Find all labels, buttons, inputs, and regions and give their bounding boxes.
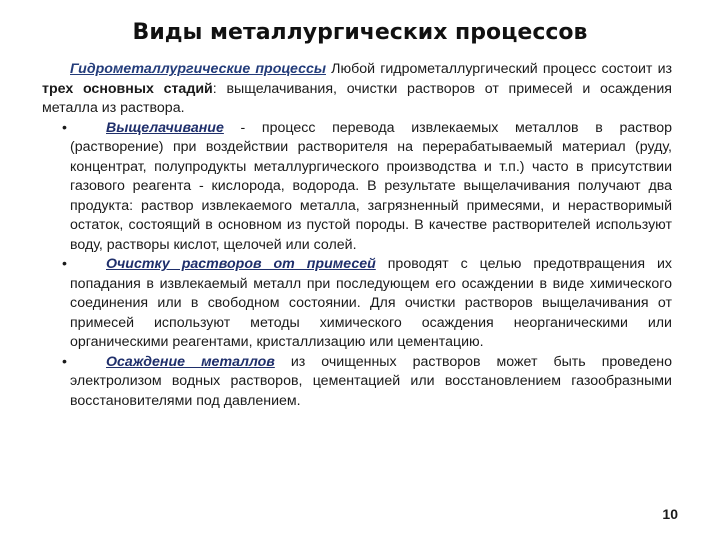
bullet-item-precipitation <box>42 353 672 412</box>
bullet-text: из очищенных растворов может быть проведено электролизом водных растворов, цементацией или восстановлением газообразными восстановителями под давлением. <box>70 353 673 409</box>
bullet-text: - процесс перевода извлекаемых металлов в раствор (растворение) при воздействии растворителя на перерабатываемый материал (руду, концентрат, полупродукты металлургического производства и т.п.) часто в присутствии газового реагента - кислорода, водорода. В результате выщелачивания получают два продукта: раствор извлекаемого металла, загрязненный примесями, и нерастворимый остаток, состоящий в основном из пустой породы. В качестве растворителей используют воду, растворы кислот, щелочей или солей. <box>70 119 672 253</box>
slide-title: Виды металлургических процессов <box>132 20 588 45</box>
bullet-item-purification <box>42 255 672 353</box>
bullet-paragraph <box>70 353 672 412</box>
bullet-term: Очистку растворов от примесей <box>106 256 376 272</box>
intro-paragraph <box>42 60 672 119</box>
bullet-marker: • <box>62 256 67 272</box>
bullet-paragraph <box>70 255 672 353</box>
bullet-marker: • <box>62 119 67 136</box>
intro-term: Гидрометаллургические процессы <box>70 61 326 77</box>
slide-body <box>42 60 672 411</box>
bullet-term: Выщелачивание <box>106 119 224 136</box>
intro-text-after-bold: : выщелачивания, очистки растворов от примесей и осаждения металла из раствора. <box>42 80 672 116</box>
intro-bold-text: трех основных стадий <box>42 80 213 97</box>
bullet-text: проводят с целью предотвращения их попадания в извлекаемый металл при последующем его осаждении в виде химического соединения или в свободном состоянии. Для очистки растворов выщелачивания от примесей используют методы химического осаждения неорганическими или органическими реагентами, кристаллизацию или цементацию. <box>70 256 672 350</box>
bullet-item-leaching <box>42 119 672 256</box>
bullet-marker: • <box>62 353 67 370</box>
bullet-list <box>42 119 672 412</box>
bullet-paragraph <box>70 119 672 256</box>
intro-text-before-bold: Любой гидрометаллургический процесс состоит из <box>325 61 672 77</box>
bullet-term: Осаждение металлов <box>106 353 275 370</box>
page-number: 10 <box>662 506 678 522</box>
